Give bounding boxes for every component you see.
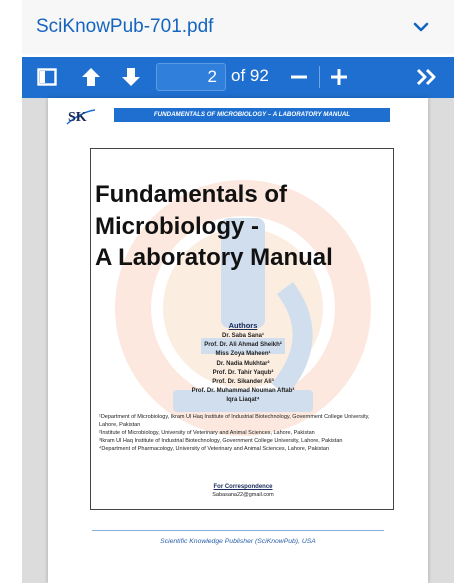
authors-heading: Authors xyxy=(228,321,258,330)
document-banner: FUNDAMENTALS OF MICROBIOLOGY – A LABORATORY MANUAL xyxy=(114,108,390,122)
authors-section xyxy=(91,321,395,406)
page-count: of 92 xyxy=(231,66,269,85)
previous-page-arrow-icon[interactable] xyxy=(76,62,106,92)
pdf-viewer[interactable] xyxy=(22,98,454,583)
publisher-footer: Scientific Knowledge Publisher (SciKnowPub), USA xyxy=(160,538,316,545)
affiliations xyxy=(99,413,389,453)
affiliation: ²Institute of Microbiology, University of Veterinary and Animal Sciences, Lahore, Pakistan xyxy=(99,430,315,436)
zoom-in-icon[interactable] xyxy=(324,62,354,92)
title-line: Fundamentals of xyxy=(95,181,288,208)
author-name: Prof. Dr. Ali Ahmad Sheikh² xyxy=(204,342,282,349)
more-tools-icon[interactable] xyxy=(412,62,442,92)
affiliation: ⁴Department of Pharmacology, University of Veterinary and Animal Sciences, Lahore, Pakistan xyxy=(99,446,330,452)
author-name: Prof. Dr. Sikander Ali³ xyxy=(212,379,274,386)
author-name: Iqra Liaqat⁴ xyxy=(226,397,260,404)
toolbar-divider xyxy=(319,66,320,88)
next-page-arrow-icon[interactable] xyxy=(116,62,146,92)
footer-divider xyxy=(92,530,384,531)
svg-text:SK: SK xyxy=(68,110,87,125)
title-line: A Laboratory Manual xyxy=(95,244,333,272)
file-header xyxy=(22,0,454,54)
correspondence-heading: For Correspondence xyxy=(213,484,273,490)
sidebar-toggle-icon[interactable] xyxy=(32,62,62,92)
zoom-out-icon[interactable] xyxy=(284,62,314,92)
affiliation: ¹Department of Microbiology, Ikram Ul Haq Institute of Industrial Biotechnology, Government College University, Lahore, Pakistan xyxy=(99,414,370,428)
book-title xyxy=(95,179,395,274)
author-name: Dr. Saba Sana¹ xyxy=(221,333,265,339)
title-line: Microbiology - xyxy=(95,212,259,240)
correspondence xyxy=(91,484,395,498)
author-name: Prof. Dr. Tahir Yaqub² xyxy=(212,369,274,376)
pdf-toolbar xyxy=(22,57,454,98)
affiliation: ³Ikram Ul Haq Institute of Industrial Biotechnology, Government College University, Lahore, Pakistan xyxy=(99,438,343,444)
title-frame xyxy=(90,148,394,510)
pdf-page xyxy=(48,98,428,583)
author-name: Dr. Nadia Mukhtar² xyxy=(216,360,270,367)
publisher-logo xyxy=(64,104,98,130)
chevron-down-icon[interactable] xyxy=(410,16,432,38)
author-name: Miss Zoya Maheen¹ xyxy=(215,351,271,358)
page-number-input[interactable] xyxy=(156,63,226,91)
file-name: SciKnowPub-701.pdf xyxy=(36,16,214,37)
correspondence-email: Sabasana22@gmail.com xyxy=(212,492,274,498)
author-name: Prof. Dr. Muhammad Nouman Aftab³ xyxy=(191,388,295,395)
